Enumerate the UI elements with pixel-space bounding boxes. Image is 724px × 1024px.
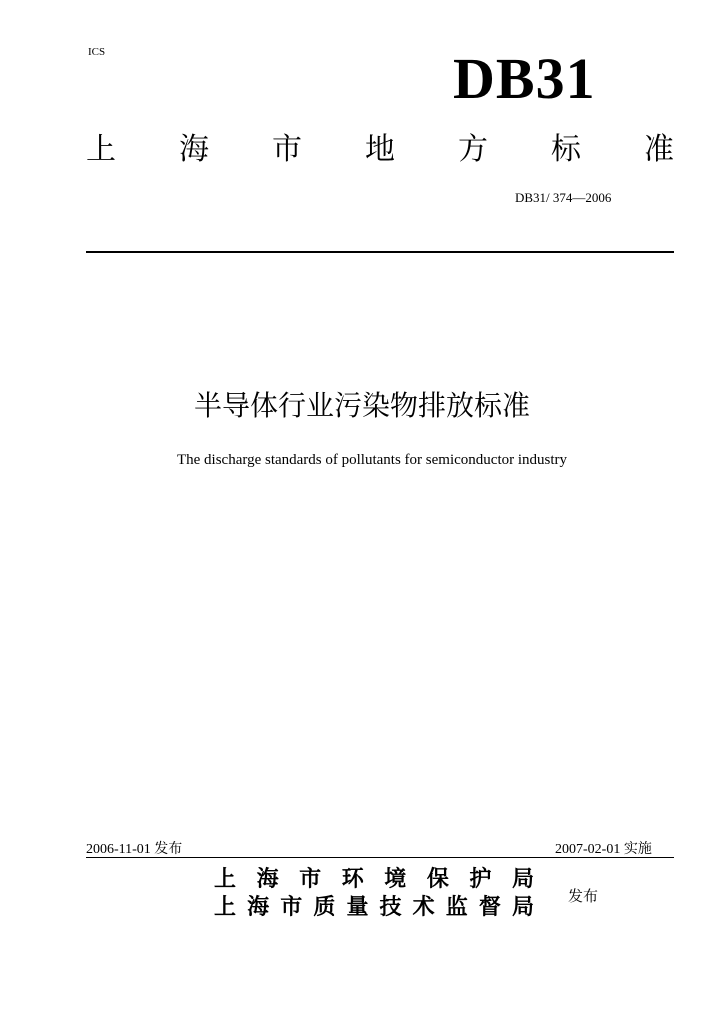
issuer-char: 境 (384, 867, 407, 892)
header-divider (86, 251, 674, 253)
issuer-char: 上 (214, 895, 237, 920)
standard-type-char: 上 (86, 132, 116, 167)
issuer-char: 质 (313, 895, 336, 920)
standard-type-heading (86, 132, 674, 168)
issuer-char: 监 (445, 895, 468, 920)
implementation-date: 2007-02-01 实施 (555, 842, 652, 857)
footer-divider (86, 857, 674, 858)
issuer-char: 督 (478, 895, 501, 920)
issuer-char: 市 (299, 867, 322, 892)
standard-type-char: 方 (458, 132, 488, 167)
issue-date: 2006-11-01 发布 (86, 842, 183, 857)
ics-label: ICS (88, 46, 106, 58)
standard-type-char: 准 (644, 132, 674, 167)
standard-type-char: 海 (179, 132, 209, 167)
standard-type-char: 标 (551, 132, 581, 167)
issuer-char: 市 (280, 895, 303, 920)
document-title-chinese: 半导体行业污染物排放标准 (193, 389, 530, 422)
issuer-environmental-bureau (214, 867, 534, 893)
issue-label: 发布 (568, 887, 599, 905)
issuer-char: 环 (341, 867, 364, 892)
standard-type-char: 市 (272, 132, 302, 167)
issuer-char: 技 (379, 895, 402, 920)
issuer-char: 保 (426, 867, 449, 892)
db31-logo: DB31 (453, 46, 596, 111)
issuer-char: 海 (247, 895, 270, 920)
issuer-char: 局 (511, 867, 534, 892)
issuer-char: 上 (214, 867, 237, 892)
issuer-char: 术 (412, 895, 435, 920)
standard-type-char: 地 (365, 132, 395, 167)
issuer-char: 局 (511, 895, 534, 920)
issuer-char: 量 (346, 895, 369, 920)
standard-number: DB31/ 374—2006 (515, 190, 612, 205)
issuer-quality-bureau (214, 895, 534, 921)
issuer-char: 海 (256, 867, 279, 892)
document-title-english: The discharge standards of pollutants for semiconductor industry (176, 452, 568, 468)
issuer-char: 护 (469, 867, 492, 892)
